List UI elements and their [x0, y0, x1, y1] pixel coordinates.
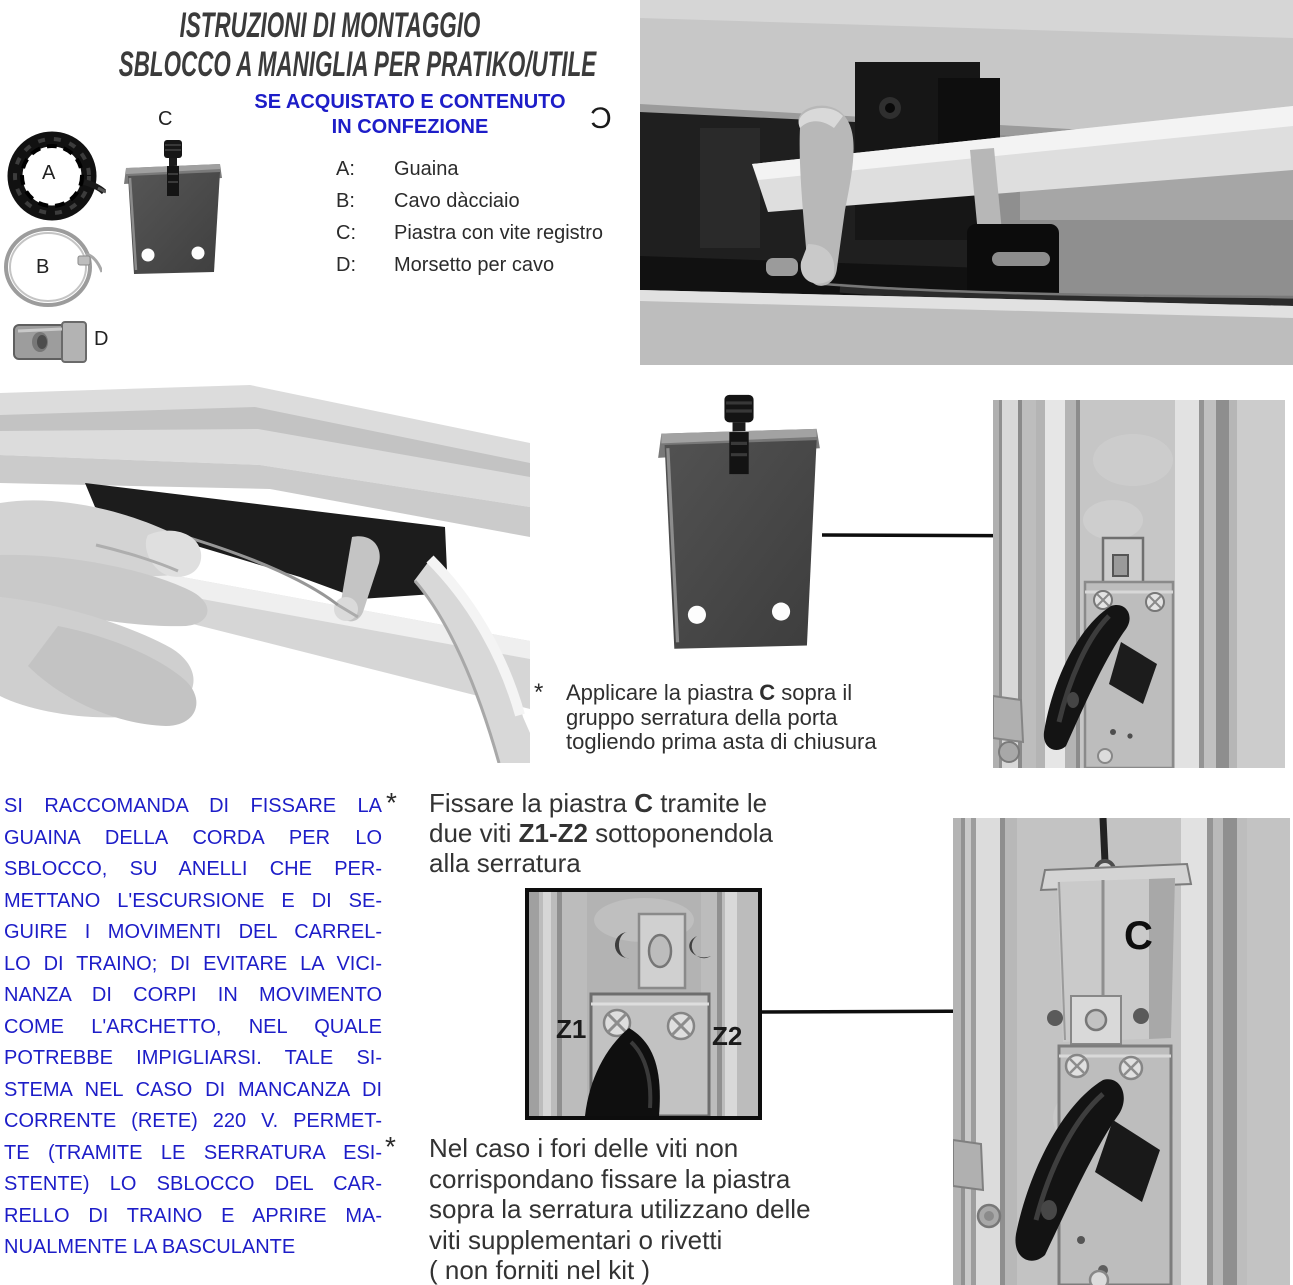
no-holes-line-3: sopra la serratura utilizzano delle [429, 1194, 811, 1224]
part-a-figure-label: A [42, 162, 56, 184]
fix-line-2: due viti Z1-Z2 sottoponendola [429, 818, 773, 848]
warning-line: GUAINA DELLA CORDA PER LO [4, 826, 382, 849]
photo-door-lock-before [993, 400, 1285, 768]
part-name: Guaina [394, 158, 459, 180]
title-line-1: ISTRUZIONI DI MONTAGGIO [179, 6, 481, 45]
part-letter: B: [336, 190, 355, 212]
fix-line-3: alla serratura [429, 848, 581, 878]
no-holes-line-4: viti supplementari o rivetti [429, 1224, 723, 1255]
parts-list-item [336, 153, 636, 185]
part-letter: C: [336, 222, 356, 244]
warning-line: LO DI TRAINO; DI EVITARE LA VICI- [4, 952, 382, 975]
fix-step-text [429, 788, 773, 878]
subtitle [190, 90, 630, 140]
part-d-clamp-image [12, 318, 92, 364]
warning-line: TE (TRAMITE LE SERRATURA ESI- [4, 1141, 382, 1164]
part-c-figure-label: C [158, 108, 173, 130]
no-holes-line-1: Nel caso i fori delle viti non [429, 1133, 739, 1163]
fix-line-1: Fissare la piastra C tramite le [429, 788, 768, 818]
part-letter: A: [336, 158, 355, 180]
warning-line: NUALMENTE LA BASCULANTE [4, 1236, 296, 1258]
warning-line: SBLOCCO, SU ANELLI CHE PER- [4, 858, 382, 880]
no-holes-line-2: corrispondano fissare la piastra [429, 1163, 791, 1194]
warning-line: STEMA NEL CASO DI MANCANZA DI [4, 1078, 382, 1101]
warning-line: CORRENTE (RETE) 220 V. PERMET- [4, 1110, 382, 1132]
photo-hand-pulling-cable [0, 385, 530, 763]
apply-line-3: togliendo prima asta di chiusura [566, 729, 877, 754]
warning-line: RELLO DI TRAINO E APRIRE MA- [4, 1204, 382, 1227]
warning-line: STENTE) LO SBLOCCO DEL CAR- [4, 1173, 382, 1195]
warning-line: NANZA DI CORPI IN MOVIMENTO [4, 984, 382, 1006]
warning-line: POTREBBE IMPIGLIARSI. TALE SI- [4, 1047, 382, 1069]
no-holes-line-5: ( non forniti nel kit ) [429, 1255, 651, 1285]
no-holes-step-text [429, 1133, 811, 1285]
page-title [0, 6, 660, 84]
apply-line-1: Applicare la piastra C sopra il [566, 680, 853, 705]
no-holes-step-bullet: * [385, 1131, 396, 1162]
parts-list-item [336, 249, 636, 281]
photo-plate-c-large [650, 390, 828, 652]
parts-list [336, 153, 636, 281]
part-name: Cavo dàcciaio [394, 190, 520, 212]
part-b-steel-cable-image [2, 226, 102, 308]
apply-line-2: gruppo serratura della porta [566, 704, 838, 730]
part-letter: D: [336, 254, 356, 276]
safety-warning-text [4, 791, 382, 1264]
part-c-plate-image [118, 136, 228, 278]
apply-step-text [566, 681, 877, 755]
apply-step-bullet: * [534, 679, 544, 706]
warning-line: SI RACCOMANDA DI FISSARE LA [4, 795, 382, 817]
warning-line: METTANO L'ESCURSIONE E DI SE- [4, 889, 382, 912]
photo-z1-z2-screws [529, 892, 758, 1116]
photo-trolley-release-closeup [640, 0, 1293, 365]
part-name: Piastra con vite registro [394, 222, 603, 244]
title-line-2: SBLOCCO A MANIGLIA PER PRATIKO/UTILE [118, 45, 597, 84]
z2-screw-label: Z2 [712, 1021, 743, 1051]
parts-list-item [336, 217, 636, 249]
part-name: Morsetto per cavo [394, 254, 555, 276]
part-d-figure-label: D [94, 328, 109, 350]
z1-screw-label: Z1 [556, 1014, 587, 1044]
subtitle-line-2: IN CONFEZIONE [331, 116, 489, 138]
fix-step-bullet: * [386, 787, 397, 818]
warning-line: GUIRE I MOVIMENTI DEL CARREL- [4, 921, 382, 943]
parts-list-item [336, 185, 636, 217]
part-b-figure-label: B [36, 256, 50, 278]
photo-z1-z2-screws-framed [525, 888, 762, 1120]
warning-line: COME L'ARCHETTO, NEL QUALE [4, 1015, 382, 1038]
stray-ring-glyph: Ɔ [590, 102, 612, 135]
plate-c-installed-label: C [1124, 914, 1153, 958]
subtitle-line-1: SE ACQUISTATO E CONTENUTO [254, 91, 566, 113]
photo-door-lock-with-plate-c [953, 818, 1290, 1285]
